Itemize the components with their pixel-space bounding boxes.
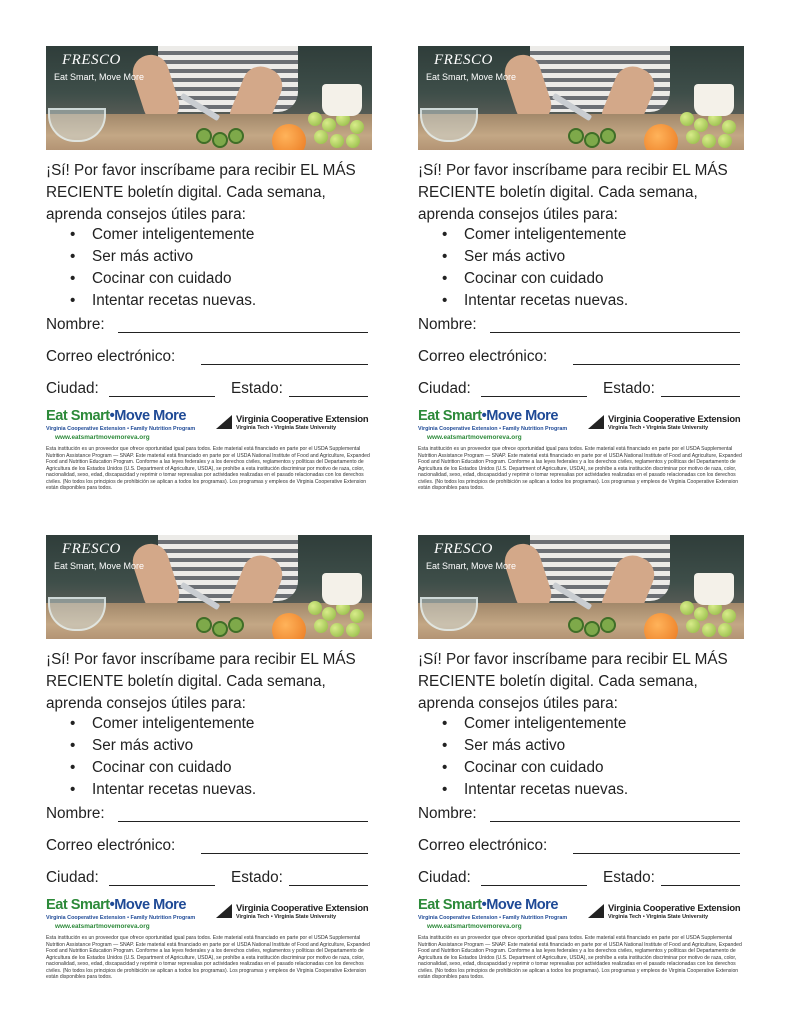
intro-text: ¡Sí! Por favor inscríbame para recibir EL MÁS RECIENTE boletín digital. Cada semana, aprenda consejos útiles para: — [46, 162, 356, 223]
esmm-subtitle: Virginia Cooperative Extension • Family Nutrition Program — [46, 915, 196, 921]
grape-shape — [308, 601, 322, 615]
tips-list — [440, 713, 628, 801]
grape-shape — [308, 112, 322, 126]
city-field-line[interactable] — [109, 396, 215, 397]
vce-logo-icon — [588, 415, 604, 429]
cucumber-slice-shape — [584, 621, 600, 637]
email-field-label: Correo electrónico: — [46, 837, 176, 854]
grape-shape — [718, 623, 732, 637]
grape-shape — [680, 112, 694, 126]
disclaimer-text: Esta institución es un proveedor que ofrece oportunidad igual para todos. Este material está financiado en parte por el USDA Supplemental Nutrition Assistance Program — SNAP. Este material está financiado en parte por el USDA National Institute of Food and Agriculture, Expanded Food and Nutrition Education Program. Conforme a las leyes federales y a los derechos civiles, reglamentos y políticas del Departamento de Agricultura de los Estados Unidos (U.S. Department of Agriculture, USDA), se prohíbe a esta institución discriminar por motivo de raza, color, nacionalidad, sexo, edad, discapacidad y reprimir o tomar represalias por actividades realizadas en el pasado relacionadas con los derechos civiles. (No todos los principios de prohibición se aplican a todos los programas). Los programas y empleos de Virginia Cooperative Extension están disponibles para todos. — [46, 935, 370, 980]
esmm-logo: Eat Smart•Move More — [418, 897, 558, 913]
state-field-line[interactable] — [289, 885, 368, 886]
state-field-label: Estado: — [231, 869, 283, 886]
city-field-label: Ciudad: — [46, 380, 99, 397]
tips-list — [440, 224, 628, 312]
brand-title: FRESCO — [434, 541, 493, 557]
city-field-label: Ciudad: — [418, 869, 471, 886]
esmm-url: www.eatsmartmovemoreva.org — [427, 434, 522, 441]
vce-title: Virginia Cooperative Extension — [236, 413, 369, 424]
signup-card-1 — [46, 46, 372, 506]
grape-shape — [346, 623, 360, 637]
esmm-logo: Eat Smart•Move More — [418, 408, 558, 424]
vce-logo-icon — [588, 904, 604, 918]
brand-title: FRESCO — [62, 541, 121, 557]
email-field-line[interactable] — [201, 364, 368, 365]
email-field-line[interactable] — [573, 853, 740, 854]
esmm-subtitle: Virginia Cooperative Extension • Family Nutrition Program — [46, 426, 196, 432]
cucumber-slice-shape — [196, 128, 212, 144]
brand-subtitle: Eat Smart, Move More — [426, 561, 517, 571]
grape-shape — [718, 134, 732, 148]
city-field-line[interactable] — [109, 885, 215, 886]
grape-shape — [346, 134, 360, 148]
list-item: • Ser más activo — [440, 246, 628, 268]
email-field-label: Correo electrónico: — [418, 837, 548, 854]
list-item: • Cocinar con cuidado — [68, 757, 256, 779]
vce-subtitle: Virginia Tech • Virginia State University — [236, 914, 337, 920]
list-item: • Comer inteligentemente — [440, 713, 628, 735]
signup-card-4 — [418, 535, 744, 995]
banner-photo — [46, 46, 372, 150]
grape-shape — [330, 134, 344, 148]
grape-shape — [680, 601, 694, 615]
brand-subtitle: Eat Smart, Move More — [54, 561, 145, 571]
name-field-label: Nombre: — [418, 805, 477, 822]
disclaimer-text: Esta institución es un proveedor que ofrece oportunidad igual para todos. Este material está financiado en parte por el USDA Supplemental Nutrition Assistance Program — SNAP. Este material está financiado en parte por el USDA National Institute of Food and Agriculture, Expanded Food and Nutrition Education Program. Conforme a las leyes federales y a los derechos civiles, reglamentos y políticas del Departamento de Agricultura de los Estados Unidos (U.S. Department of Agriculture, USDA), se prohíbe a esta institución discriminar por motivo de raza, color, nacionalidad, sexo, edad, discapacidad y reprimir o tomar represalias por actividades realizadas en el pasado relacionadas con los derechos civiles. (No todos los principios de prohibición se aplican a todos los programas). Los programas y empleos de Virginia Cooperative Extension están disponibles para todos. — [46, 446, 370, 491]
cucumber-slice-shape — [196, 617, 212, 633]
email-field-line[interactable] — [573, 364, 740, 365]
orange-shape — [272, 613, 306, 639]
vce-logo-icon — [216, 415, 232, 429]
grape-shape — [702, 623, 716, 637]
grape-shape — [702, 134, 716, 148]
email-field-line[interactable] — [201, 853, 368, 854]
name-field-label: Nombre: — [418, 316, 477, 333]
state-field-label: Estado: — [603, 869, 655, 886]
list-item: • Comer inteligentemente — [68, 224, 256, 246]
mug-shape — [694, 573, 734, 605]
grape-shape — [314, 619, 328, 633]
list-item: • Comer inteligentemente — [440, 224, 628, 246]
grape-shape — [330, 623, 344, 637]
cucumber-slice-shape — [212, 621, 228, 637]
list-item: • Cocinar con cuidado — [68, 268, 256, 290]
cucumber-slice-shape — [600, 617, 616, 633]
list-item: • Ser más activo — [68, 735, 256, 757]
grape-shape — [350, 609, 364, 623]
cucumber-slice-shape — [584, 132, 600, 148]
intro-text: ¡Sí! Por favor inscríbame para recibir EL MÁS RECIENTE boletín digital. Cada semana, aprenda consejos útiles para: — [418, 651, 728, 712]
cucumber-slice-shape — [600, 128, 616, 144]
vce-title: Virginia Cooperative Extension — [236, 902, 369, 913]
intro-text: ¡Sí! Por favor inscríbame para recibir EL MÁS RECIENTE boletín digital. Cada semana, aprenda consejos útiles para: — [418, 162, 728, 223]
logo-row — [418, 897, 744, 933]
brand-title: FRESCO — [62, 52, 121, 68]
name-field-label: Nombre: — [46, 805, 105, 822]
tips-list — [68, 713, 256, 801]
cucumber-slice-shape — [228, 617, 244, 633]
mug-shape — [694, 84, 734, 116]
orange-shape — [272, 124, 306, 150]
signup-card-3 — [46, 535, 372, 995]
signup-card-2 — [418, 46, 744, 506]
name-field-label: Nombre: — [46, 316, 105, 333]
disclaimer-text: Esta institución es un proveedor que ofrece oportunidad igual para todos. Este material está financiado en parte por el USDA Supplemental Nutrition Assistance Program — SNAP. Este material está financiado en parte por el USDA National Institute of Food and Agriculture, Expanded Food and Nutrition Education Program. Conforme a las leyes federales y a los derechos civiles, reglamentos y políticas del Departamento de Agricultura de los Estados Unidos (U.S. Department of Agriculture, USDA), se prohíbe a esta institución discriminar por motivo de raza, color, nacionalidad, sexo, edad, discapacidad y reprimir o tomar represalias por actividades realizadas en el pasado relacionadas con los derechos civiles. (No todos los principios de prohibición se aplican a todos los programas). Los programas y empleos de Virginia Cooperative Extension están disponibles para todos. — [418, 446, 742, 491]
brand-title: FRESCO — [434, 52, 493, 68]
name-field-line[interactable] — [118, 821, 368, 822]
banner-photo — [418, 46, 744, 150]
list-item: • Cocinar con cuidado — [440, 757, 628, 779]
state-field-line[interactable] — [661, 885, 740, 886]
vce-title: Virginia Cooperative Extension — [608, 902, 741, 913]
cucumber-slice-shape — [212, 132, 228, 148]
state-field-line[interactable] — [289, 396, 368, 397]
esmm-url: www.eatsmartmovemoreva.org — [55, 923, 150, 930]
name-field-line[interactable] — [490, 332, 740, 333]
esmm-subtitle: Virginia Cooperative Extension • Family Nutrition Program — [418, 915, 568, 921]
disclaimer-text: Esta institución es un proveedor que ofrece oportunidad igual para todos. Este material está financiado en parte por el USDA Supplemental Nutrition Assistance Program — SNAP. Este material está financiado en parte por el USDA National Institute of Food and Agriculture, Expanded Food and Nutrition Education Program. Conforme a las leyes federales y a los derechos civiles, reglamentos y políticas del Departamento de Agricultura de los Estados Unidos (U.S. Department of Agriculture, USDA), se prohíbe a esta institución discriminar por motivo de raza, color, nacionalidad, sexo, edad, discapacidad y reprimir o tomar represalias por actividades realizadas en el pasado relacionadas con los derechos civiles. (No todos los principios de prohibición se aplican a todos los programas). Los programas y empleos de Virginia Cooperative Extension están disponibles para todos. — [418, 935, 742, 980]
list-item: • Comer inteligentemente — [68, 713, 256, 735]
orange-shape — [644, 124, 678, 150]
grape-shape — [686, 130, 700, 144]
vce-subtitle: Virginia Tech • Virginia State University — [608, 914, 709, 920]
list-item: • Ser más activo — [68, 246, 256, 268]
cucumber-slice-shape — [228, 128, 244, 144]
list-item: • Intentar recetas nuevas. — [440, 290, 628, 312]
esmm-logo: Eat Smart•Move More — [46, 408, 186, 424]
banner-photo — [46, 535, 372, 639]
vce-subtitle: Virginia Tech • Virginia State University — [608, 425, 709, 431]
name-field-line[interactable] — [490, 821, 740, 822]
city-field-line[interactable] — [481, 396, 587, 397]
brand-subtitle: Eat Smart, Move More — [426, 72, 517, 82]
brand-subtitle: Eat Smart, Move More — [54, 72, 145, 82]
esmm-logo: Eat Smart•Move More — [46, 897, 186, 913]
state-field-line[interactable] — [661, 396, 740, 397]
list-item: • Intentar recetas nuevas. — [68, 290, 256, 312]
logo-row — [418, 408, 744, 444]
cucumber-slice-shape — [568, 617, 584, 633]
grape-shape — [350, 120, 364, 134]
state-field-label: Estado: — [603, 380, 655, 397]
list-item: • Ser más activo — [440, 735, 628, 757]
grape-shape — [314, 130, 328, 144]
city-field-label: Ciudad: — [46, 869, 99, 886]
state-field-label: Estado: — [231, 380, 283, 397]
orange-shape — [644, 613, 678, 639]
grape-shape — [686, 619, 700, 633]
list-item: • Cocinar con cuidado — [440, 268, 628, 290]
cucumber-slice-shape — [568, 128, 584, 144]
list-item: • Intentar recetas nuevas. — [440, 779, 628, 801]
vce-logo-icon — [216, 904, 232, 918]
name-field-line[interactable] — [118, 332, 368, 333]
city-field-line[interactable] — [481, 885, 587, 886]
grape-shape — [722, 609, 736, 623]
vce-subtitle: Virginia Tech • Virginia State University — [236, 425, 337, 431]
vce-title: Virginia Cooperative Extension — [608, 413, 741, 424]
tips-list — [68, 224, 256, 312]
esmm-url: www.eatsmartmovemoreva.org — [427, 923, 522, 930]
email-field-label: Correo electrónico: — [418, 348, 548, 365]
logo-row — [46, 897, 372, 933]
banner-photo — [418, 535, 744, 639]
esmm-url: www.eatsmartmovemoreva.org — [55, 434, 150, 441]
grape-shape — [722, 120, 736, 134]
email-field-label: Correo electrónico: — [46, 348, 176, 365]
mug-shape — [322, 573, 362, 605]
intro-text: ¡Sí! Por favor inscríbame para recibir EL MÁS RECIENTE boletín digital. Cada semana, aprenda consejos útiles para: — [46, 651, 356, 712]
city-field-label: Ciudad: — [418, 380, 471, 397]
esmm-subtitle: Virginia Cooperative Extension • Family Nutrition Program — [418, 426, 568, 432]
logo-row — [46, 408, 372, 444]
mug-shape — [322, 84, 362, 116]
list-item: • Intentar recetas nuevas. — [68, 779, 256, 801]
